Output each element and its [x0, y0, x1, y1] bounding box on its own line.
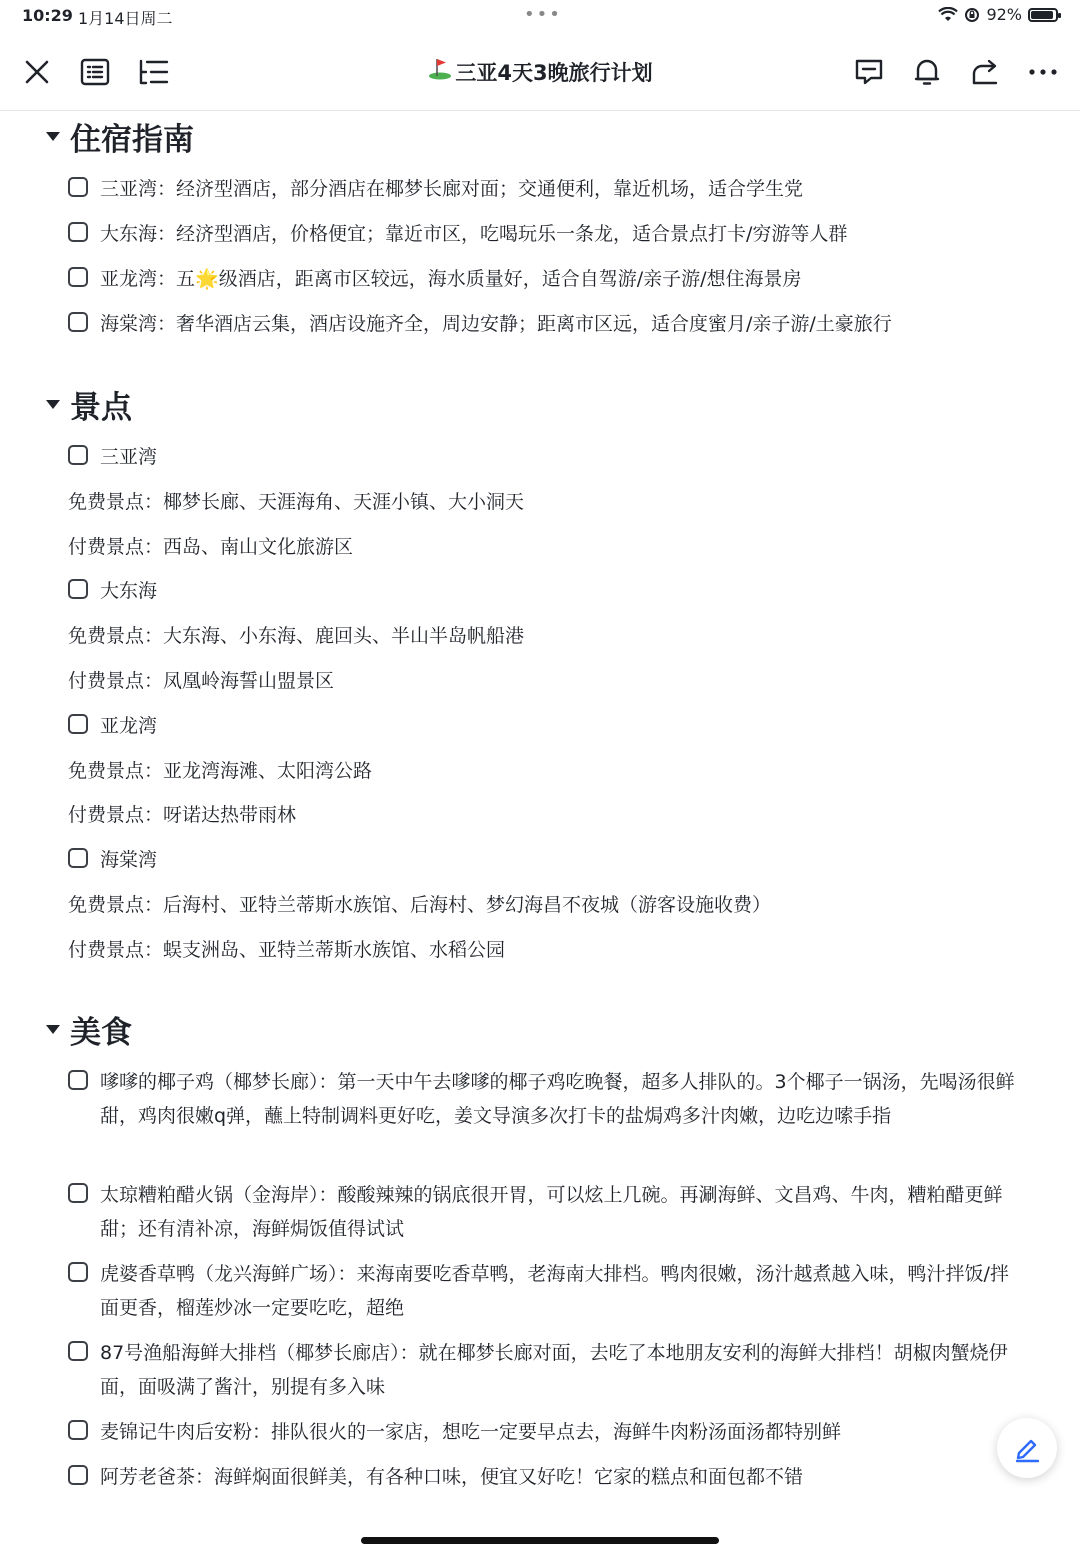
todo-item: [68, 440, 1018, 474]
checkbox[interactable]: [68, 445, 88, 465]
todo-item: [68, 843, 1018, 877]
checkbox[interactable]: [68, 1465, 88, 1485]
todo-item: [68, 1336, 1018, 1404]
todo-text: [100, 262, 1018, 296]
todo-item: [68, 1178, 1018, 1246]
todo-text-part: 亚龙湾：五: [100, 268, 196, 290]
heading-text: 景点: [70, 390, 132, 426]
comment-button[interactable]: [851, 54, 887, 90]
checkbox[interactable]: [68, 1420, 88, 1440]
free-sights-text: 免费景点：后海村、亚特兰蒂斯水族馆、后海村、梦幻海昌不夜城（游客设施收费）: [68, 894, 772, 916]
todo-item: [68, 1257, 1018, 1325]
checkbox[interactable]: [68, 177, 88, 197]
more-icon: [1028, 68, 1058, 76]
checkbox[interactable]: [68, 579, 88, 599]
pencil-icon: [1012, 1433, 1042, 1463]
todo-text: 87号渔船海鲜大排档（椰梦长廊店）：就在椰梦长廊对面，去吃了本地朋友安利的海鲜大排档！胡椒肉蟹烧伊面，面吸满了酱汁，别提有多入味: [100, 1342, 1008, 1398]
todo-item: [68, 574, 1018, 608]
doc-toolbar: [0, 34, 1080, 111]
todo-text: 嗲嗲的椰子鸡（椰梦长廊）：第一天中午去嗲嗲的椰子鸡吃晚餐，超多人排队的。3个椰子一锅汤，先喝汤很鲜甜，鸡肉很嫩q弹，蘸上特制调料更好吃，姜文导演多次打卡的盐焗鸡多汁肉嫩，边吃边嗦手指: [100, 1071, 1015, 1127]
checkbox[interactable]: [68, 222, 88, 242]
heading-lodging[interactable]: [46, 114, 194, 159]
checkbox[interactable]: [68, 1183, 88, 1203]
todo-item: [68, 709, 1018, 743]
todo-text: 三亚湾：经济型酒店，部分酒店在椰梦长廊对面；交通便利，靠近机场，适合学生党: [100, 178, 804, 200]
checkbox[interactable]: [68, 1262, 88, 1282]
home-indicator[interactable]: [361, 1537, 719, 1544]
todo-item: [68, 307, 1018, 341]
heading-food[interactable]: [46, 1007, 132, 1052]
todo-text: 海棠湾: [100, 849, 158, 871]
todo-text: 大东海: [100, 580, 158, 602]
todo-item: [68, 1065, 1018, 1133]
checkbox[interactable]: [68, 1341, 88, 1361]
todo-text: 亚龙湾: [100, 715, 158, 737]
bell-icon: [913, 57, 941, 87]
share-icon: [970, 57, 1000, 87]
paid-sights-text: 付费景点：西岛、南山文化旅游区: [68, 536, 354, 558]
doc-title-text: 三亚4天3晚旅行计划: [455, 61, 653, 85]
multitask-dots[interactable]: •••: [524, 4, 562, 25]
heading-sights[interactable]: [46, 382, 132, 427]
collapse-triangle-icon[interactable]: [46, 400, 60, 409]
wifi-icon: [938, 7, 958, 23]
todo-item: [68, 217, 1018, 251]
todo-text: 大东海：经济型酒店，价格便宜；靠近市区，吃喝玩乐一条龙，适合景点打卡/穷游等人群: [100, 223, 848, 245]
comment-icon: [854, 57, 884, 87]
todo-text: 太琼糟粕醋火锅（金海岸）：酸酸辣辣的锅底很开胃，可以炫上几碗。再涮海鲜、文昌鸡、牛肉，糟粕醋更鲜甜；还有清补凉，海鲜焗饭值得试试: [100, 1184, 1003, 1240]
todo-text: 三亚湾: [100, 446, 158, 468]
notification-button[interactable]: [909, 54, 945, 90]
todo-item: [68, 172, 1018, 206]
status-indicators: [938, 5, 1058, 24]
todo-item: [68, 262, 1018, 296]
status-bar: [0, 0, 1080, 34]
golf-flag-icon: [427, 56, 453, 85]
collapse-triangle-icon[interactable]: [46, 1025, 60, 1034]
todo-text: 麦锦记牛肉后安粉：排队很火的一家店，想吃一定要早点去，海鲜牛肉粉汤面汤都特别鲜: [100, 1421, 842, 1443]
collapse-triangle-icon[interactable]: [46, 132, 60, 141]
rotation-lock-icon: [964, 7, 980, 23]
star-emoji-icon: 🌟: [195, 268, 219, 290]
paid-sights-text: 付费景点：蜈支洲岛、亚特兰蒂斯水族馆、水稻公园: [68, 939, 506, 961]
checkbox[interactable]: [68, 714, 88, 734]
free-sights-text: 免费景点：亚龙湾海滩、太阳湾公路: [68, 760, 373, 782]
checkbox[interactable]: [68, 267, 88, 287]
todo-text-part: 级酒店，距离市区较远，海水质量好，适合自驾游/亲子游/想住海景房: [218, 268, 802, 290]
heading-text: 住宿指南: [70, 122, 194, 158]
more-button[interactable]: [1025, 54, 1061, 90]
free-sights-text: 免费景点：大东海、小东海、鹿回头、半山半岛帆船港: [68, 625, 525, 647]
todo-text: 虎婆香草鸭（龙兴海鲜广场）：来海南要吃香草鸭，老海南大排档。鸭肉很嫩，汤汁越煮越入味，鸭汁拌饭/拌面更香，榴莲炒冰一定要吃吃，超绝: [100, 1263, 1009, 1319]
share-button[interactable]: [967, 54, 1003, 90]
paid-sights-text: 付费景点：凤凰岭海誓山盟景区: [68, 670, 335, 692]
free-sights-text: 免费景点：椰梦长廊、天涯海角、天涯小镇、大小洞天: [68, 491, 525, 513]
checkbox[interactable]: [68, 1070, 88, 1090]
battery-percent: 92%: [986, 5, 1022, 24]
todo-item: [68, 1415, 1018, 1449]
paid-sights-text: 付费景点：呀诺达热带雨林: [68, 804, 297, 826]
checkbox[interactable]: [68, 312, 88, 332]
status-time: 10:29: [22, 6, 73, 25]
todo-text: 阿芳老爸茶：海鲜焖面很鲜美，有各种口味，便宜又好吃！它家的糕点和面包都不错: [100, 1466, 804, 1488]
edit-button[interactable]: [997, 1418, 1057, 1478]
heading-text: 美食: [70, 1015, 132, 1051]
todo-text: 海棠湾：奢华酒店云集，酒店设施齐全，周边安静；距离市区远，适合度蜜月/亲子游/土豪旅行: [100, 313, 892, 335]
battery-icon: [1028, 8, 1058, 22]
todo-item: [68, 1460, 1018, 1494]
status-date: 1月14日周二: [78, 9, 173, 28]
checkbox[interactable]: [68, 848, 88, 868]
